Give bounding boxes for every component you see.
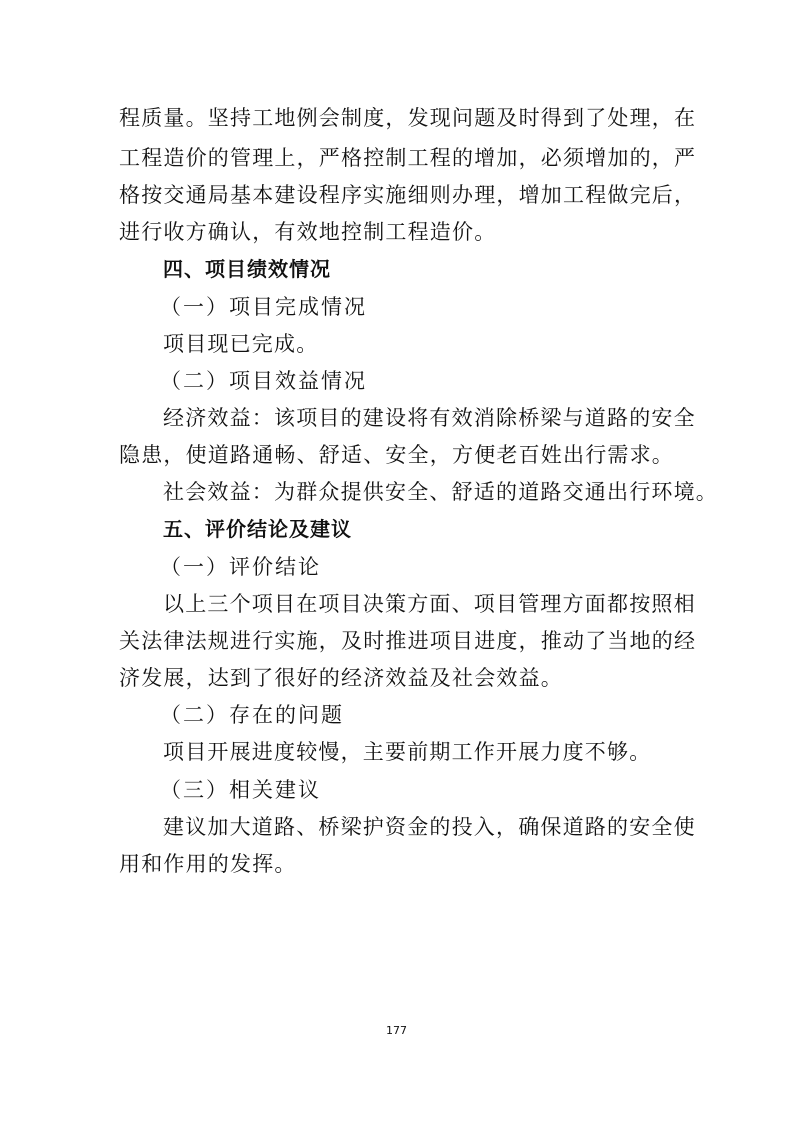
subsection-heading: （二）存在的问题	[160, 703, 344, 727]
text-line: 工程造价的管理上，严格控制工程的增加，必须增加的，严	[119, 146, 697, 170]
section-heading: 五、评价结论及建议	[163, 517, 352, 541]
text-line: 关法律法规进行实施，及时推进项目进度，推动了当地的经	[119, 629, 697, 653]
subsection-heading: （三）相关建议	[160, 778, 321, 802]
subsection-heading: （二）项目效益情况	[160, 369, 367, 393]
text-line: 项目开展进度较慢，主要前期工作开展力度不够。	[163, 740, 652, 764]
text-line: 社会效益：为群众提供安全、舒适的道路交通出行环境。	[163, 480, 718, 504]
text-line: 用和作用的发挥。	[119, 852, 297, 876]
section-heading: 四、项目绩效情况	[163, 257, 331, 281]
text-line: 以上三个项目在项目决策方面、项目管理方面都按照相	[163, 592, 696, 616]
subsection-heading: （一）项目完成情况	[160, 295, 367, 319]
text-line: 进行收方确认，有效地控制工程造价。	[119, 220, 497, 244]
text-line: 格按交通局基本建设程序实施细则办理，增加工程做完后，	[119, 183, 697, 207]
text-line: 经济效益：该项目的建设将有效消除桥梁与道路的安全	[163, 406, 696, 430]
text-line: 项目现已完成。	[163, 332, 319, 356]
text-line: 建议加大道路、桥梁护资金的投入，确保道路的安全使	[163, 815, 696, 839]
text-line: 隐患，使道路通畅、舒适、安全，方便老百姓出行需求。	[119, 443, 674, 467]
text-line: 济发展，达到了很好的经济效益及社会效益。	[119, 666, 563, 690]
text-line: 程质量。坚持工地例会制度，发现问题及时得到了处理，在	[119, 106, 697, 130]
subsection-heading: （一）评价结论	[160, 555, 321, 579]
page-number: 177	[386, 1024, 407, 1037]
